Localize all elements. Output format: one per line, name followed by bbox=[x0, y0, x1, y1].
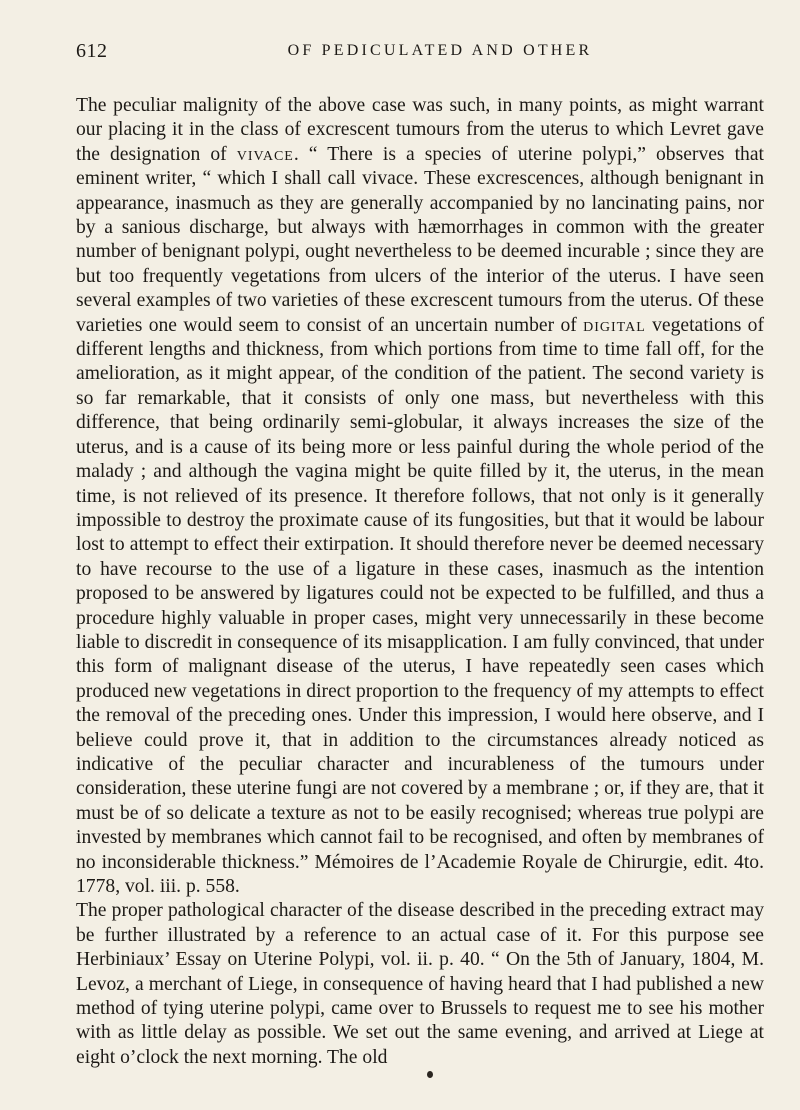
small-caps-term-digital: digital bbox=[583, 314, 646, 336]
text-segment: vegetations of different lengths and thickness, from which portions from time to time fall off, for the amelioration, as it might appear, of the condition of the patient. The second variety is so far remarkable, that it consists of only one mass, but nevertheless with this difference, that being ordinarily semi-globular, it always increases the size of the uterus, and is a cause of its being more or less painful during the whole period of the malady ; and although the vagina might be quite filled by it, the uterus, in the mean time, is not relieved of its presence. It therefore follows, that not only is it generally impossible to destroy the proximate cause of its fungosities, but that it would be labour lost to attempt to effect their extirpation. It should therefore never be deemed necessary to have recourse to the use of a ligature in these cases, inasmuch as the intention proposed to be answered by ligatures could not be expected to be fulfilled, and thus a procedure highly valuable in proper cases, might very unnecessarily in these become liable to discredit in consequence of its misapplication. I am fully convinced, that under this form of malignant disease of the uterus, I have repeatedly seen cases which produced new vegetations in direct proportion to the frequency of my attempts to effect the removal of the preceding ones. Under this impression, I would here observe, and I believe could prove it, that in addition to the circumstances already noticed as indicative of the peculiar character and incurableness of the tumours under consideration, these uterine fungi are not covered by a membrane ; or, if they are, that it must be of so delicate a texture as not to be easily recognised; whereas true polypi are invested by membranes which cannot fail to be recognised, and often by membranes of no inconsiderable thickness.” Mémoires de l’Academie Royale de Chirurgie, edit. 4to. 1778, vol. iii. p. 558. bbox=[76, 314, 764, 897]
page-number: 612 bbox=[76, 40, 108, 62]
running-title: OF PEDICULATED AND OTHER bbox=[287, 42, 593, 59]
text-segment: The proper pathological character of the disease described in the preceding extract may be further illustrated by a reference to an actual case of it. For this purpose see Herbiniaux’ Essay on Uterine Polypi, vol. ii. p. 40. “ On the 5th of January, 1804, M. Levoz, a merchant of Liege, in consequence of having heard that I had published a new method of tying uterine polypi, came over to Brussels to request me to see his mother with as little delay as possible. We set out the same evening, and arrived at Liege at eight o’clock the next morning. The old bbox=[76, 900, 764, 1068]
paragraph-herbiniaux-case bbox=[76, 899, 764, 1070]
text-segment: . “ There is a species of uterine polypi,” observes that eminent writer, “ which I shall call vivace. These excrescences, although benignant in appearance, inasmuch as they are generally accompanied by no lancinating pains, nor by a sanious discharge, but always with hæmorrhages in common with the greater number of benignant polypi, ought nevertheless to be deemed incurable ; since they are but too frequently vegetations from ulcers of the interior of the uterus. I have seen several examples of two varieties of these excrescent tumours from the uterus. Of these varieties one would seem to consist of an uncertain number of bbox=[76, 143, 764, 336]
running-head bbox=[76, 40, 764, 70]
text-segment: The peculiar malignity of the above case was such, in many points, as might warrant our placing it in the class of excrescent tumours from the uterus to which Levret gave the designation of bbox=[76, 95, 764, 165]
ink-spot-mark bbox=[427, 1071, 433, 1078]
paragraph-levret-quote bbox=[76, 94, 764, 899]
body-text bbox=[76, 94, 764, 1070]
small-caps-term-vivace: vivace bbox=[236, 143, 294, 165]
